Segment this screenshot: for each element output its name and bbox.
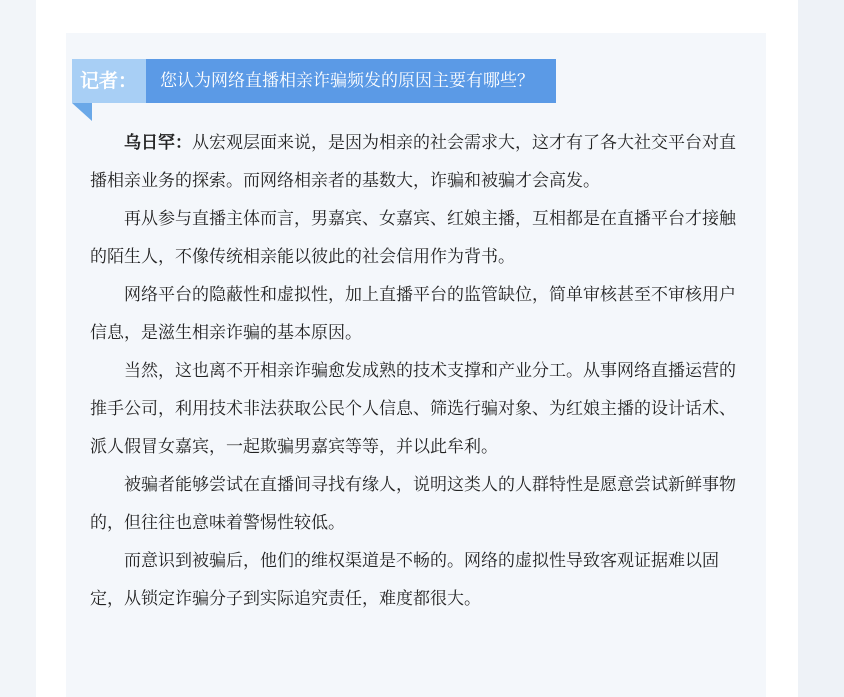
- answer-paragraph: 网络平台的隐蔽性和虚拟性，加上直播平台的监管缺位，简单审核甚至不审核用户信息，是滋生相亲诈骗的基本原因。: [90, 285, 736, 343]
- right-margin: [798, 0, 844, 697]
- reporter-label: 记者：: [72, 59, 146, 103]
- answer-body: [90, 124, 744, 618]
- left-margin: [0, 0, 36, 697]
- speaker-name: 乌日罕：: [124, 133, 192, 153]
- answer-paragraph: 被骗者能够尝试在直播间寻找有缘人，说明这类人的人群特性是愿意尝试新鲜事物的，但往往也意味着警惕性较低。: [90, 475, 736, 533]
- answer-paragraph: 再从参与直播主体而言，男嘉宾、女嘉宾、红娘主播，互相都是在直播平台才接触的陌生人，不像传统相亲能以彼此的社会信用作为背书。: [90, 209, 736, 267]
- answer-paragraph: 乌日罕：从宏观层面来说，是因为相亲的社会需求大，这才有了各大社交平台对直播相亲业务的探索。而网络相亲者的基数大，诈骗和被骗才会高发。: [90, 133, 736, 191]
- banner-fold-decoration: [72, 103, 92, 121]
- answer-paragraph: 当然，这也离不开相亲诈骗愈发成熟的技术支撑和产业分工。从事网络直播运营的推手公司，利用技术非法获取公民个人信息、筛选行骗对象、为红娘主播的设计话术、派人假冒女嘉宾，一起欺骗男嘉宾等等，并以此牟利。: [90, 361, 736, 457]
- question-banner: [72, 59, 556, 103]
- article-column: [36, 0, 798, 697]
- interview-card: [66, 33, 766, 697]
- answer-paragraph: 而意识到被骗后，他们的维权渠道是不畅的。网络的虚拟性导致客观证据难以固定，从锁定诈骗分子到实际追究责任，难度都很大。: [90, 551, 719, 609]
- question-text: 您认为网络直播相亲诈骗频发的原因主要有哪些？: [146, 59, 556, 103]
